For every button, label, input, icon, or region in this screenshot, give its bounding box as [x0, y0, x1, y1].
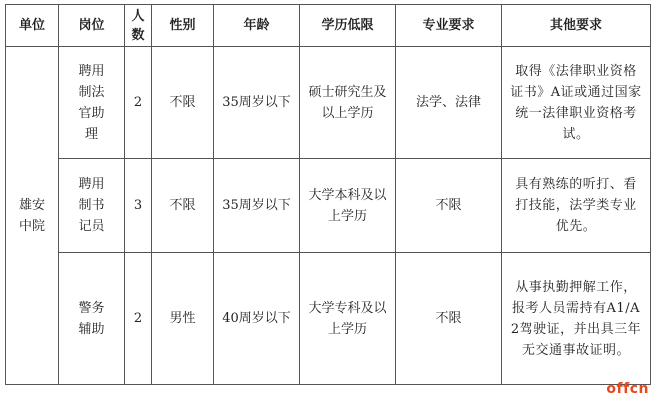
- position-cell: [59, 47, 125, 159]
- other-text: 具有熟练的听打、看打技能，法学类专业优先。: [515, 177, 637, 234]
- gender-cell: 不限: [152, 47, 214, 159]
- age-text: 40周岁以下: [222, 311, 291, 326]
- table-row: [6, 159, 651, 253]
- major-cell: 不限: [396, 253, 502, 385]
- position-cell: [59, 253, 125, 385]
- header-gender: 性别: [152, 5, 214, 47]
- other-text: 取得《法律职业资格证书》A证或通过国家统一法律职业资格考试。: [510, 63, 642, 142]
- other-cell: [502, 253, 651, 385]
- position-cell: [59, 159, 125, 253]
- table-row: [6, 47, 651, 159]
- header-count: [125, 5, 152, 47]
- position-text: 警务辅助: [78, 300, 105, 337]
- major-cell: 法学、法律: [396, 47, 502, 159]
- education-cell: [300, 47, 396, 159]
- age-cell: [214, 159, 300, 253]
- other-cell: [502, 47, 651, 159]
- header-age: 年龄: [214, 5, 300, 47]
- age-cell: [214, 47, 300, 159]
- unit-cell: [6, 47, 59, 385]
- header-other: 其他要求: [502, 5, 651, 47]
- unit-name: 雄安中院: [18, 197, 45, 234]
- major-cell: 不限: [396, 159, 502, 253]
- recruitment-table: [5, 4, 651, 385]
- position-text: 聘用制法官助理: [78, 63, 105, 142]
- count-cell: 2: [125, 47, 152, 159]
- education-text: 大学专科及以上学历: [308, 300, 387, 337]
- header-count-line1: 人: [131, 8, 145, 24]
- other-text: 从事执勤押解工作，报考人员需持有A1/A2驾驶证，并出具三年无交通事故证明。: [510, 279, 642, 358]
- header-row: [6, 5, 651, 47]
- header-major: 专业要求: [396, 5, 502, 47]
- position-text: 聘用制书记员: [78, 177, 105, 234]
- table-row: [6, 253, 651, 385]
- age-text: 35周岁以下: [222, 95, 291, 110]
- gender-cell: 不限: [152, 159, 214, 253]
- other-cell: [502, 159, 651, 253]
- education-text: 硕士研究生及以上学历: [308, 84, 387, 121]
- education-cell: [300, 253, 396, 385]
- header-unit: 单位: [6, 5, 59, 47]
- gender-cell: 男性: [152, 253, 214, 385]
- count-cell: 3: [125, 159, 152, 253]
- header-position: 岗位: [59, 5, 125, 47]
- count-cell: 2: [125, 253, 152, 385]
- header-count-line2: 数: [131, 27, 145, 43]
- education-text: 大学本科及以上学历: [308, 187, 387, 224]
- age-cell: [214, 253, 300, 385]
- education-cell: [300, 159, 396, 253]
- offcn-watermark: offcn: [606, 381, 649, 397]
- header-education: 学历低限: [300, 5, 396, 47]
- age-text: 35周岁以下: [222, 198, 291, 213]
